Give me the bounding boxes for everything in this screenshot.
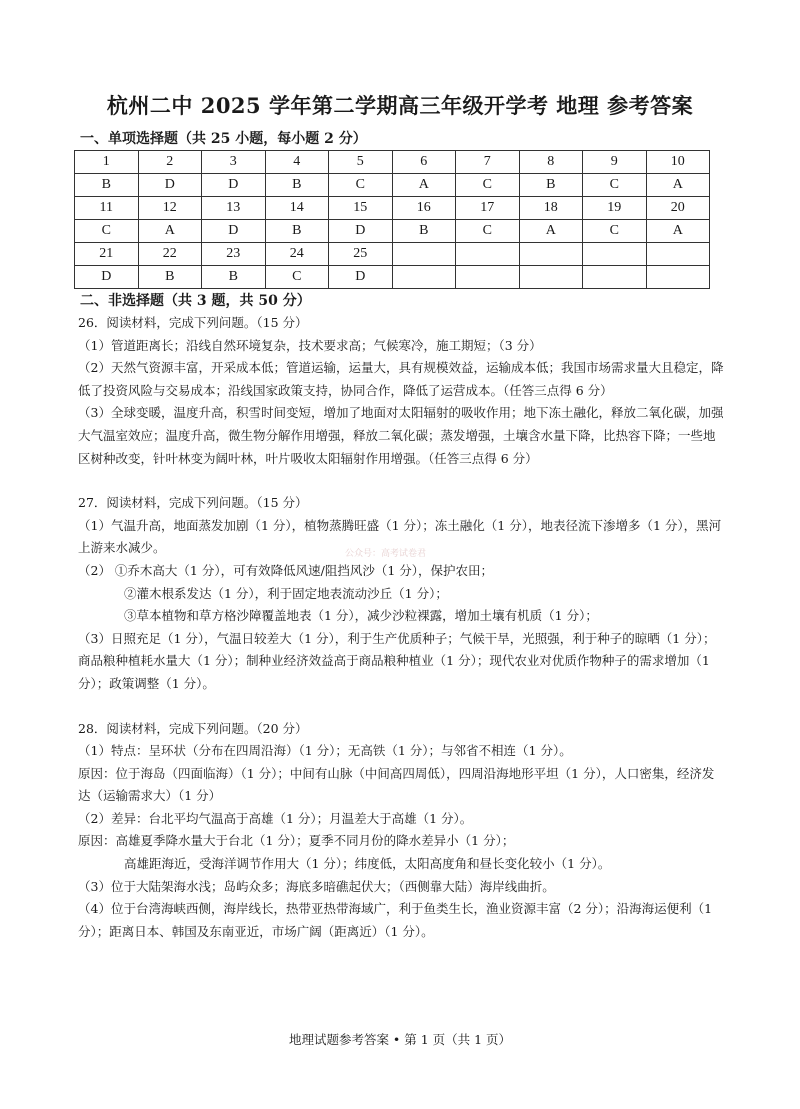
q28-answer-2: （2）差异：台北平均气温高于高雄（1 分）；月温差大于高雄（1 分）。 — [78, 810, 473, 826]
question-number-cell: 11 — [75, 197, 139, 220]
question-number-cell: 10 — [646, 151, 710, 174]
answer-cell — [456, 266, 520, 289]
answer-table — [74, 150, 710, 289]
page-title: 杭州二中 2025 学年第二学期高三年级开学考 地理 参考答案 — [106, 93, 694, 118]
q27-answer-2-1: （2） ①乔木高大（1 分），可有效降低风速/阻挡风沙（1 分），保护农田； — [78, 562, 493, 578]
q28-answer-4: （4）位于台湾海峡西侧，海岸线长，热带亚热带海域广，利于鱼类生长，渔业资源丰富（2 分）；沿海海运便利（1 分）；距离日本、韩国及东南亚近，市场广阔（距离近）（1 分）。 — [78, 901, 713, 939]
answer-table-row — [75, 174, 710, 197]
answer-cell: B — [75, 174, 139, 197]
answer-cell — [519, 266, 583, 289]
q26-answer-3: （3）全球变暖，温度升高，积雪时间变短，增加了地面对太阳辐射的吸收作用；地下冻土融化，释放二氧化碳，加强大气温室效应；温度升高，微生物分解作用增强，释放二氧化碳；蒸发增强，土壤含水量下降，比热容下降；一些地区树种改变，针叶林变为阔叶林，叶片吸收太阳辐射作用增强。（任答三点得 6 分） — [78, 405, 724, 466]
answer-cell: B — [138, 266, 202, 289]
question-number-cell: 24 — [265, 243, 329, 266]
q28-answer-1: （1）特点：呈环状（分布在四周沿海）（1 分）；无高铁（1 分）；与邻省不相连（1 分）。 — [78, 743, 572, 759]
question-number-cell: 21 — [75, 243, 139, 266]
answer-cell: D — [329, 266, 393, 289]
question-number-cell — [392, 243, 456, 266]
answer-cell: C — [456, 174, 520, 197]
answer-cell: B — [202, 266, 266, 289]
answers-content — [78, 312, 726, 943]
question-number-cell — [519, 243, 583, 266]
q28-answer-1-reason: 原因：位于海岛（四面临海）（1 分）；中间有山脉（中间高四周低），四周沿海地形平坦（1 分），人口密集，经济发达（运输需求大）（1 分） — [78, 765, 715, 804]
answer-table-row — [75, 220, 710, 243]
answer-cell: C — [75, 220, 139, 243]
q26-answer-2: （2）天然气资源丰富，开采成本低；管道运输，运量大，具有规模效益，运输成本低；我国市场需求量大且稳定，降低了投资风险与交易成本；沿线国家政策支持，协同合作，降低了运营成本。（任答三点得 6 分） — [78, 360, 724, 398]
section2-heading: 二、非选择题（共 3 题，共 50 分） — [80, 293, 311, 309]
question-number-cell: 13 — [202, 197, 266, 220]
question-number-cell: 3 — [202, 151, 266, 174]
answer-cell: B — [392, 220, 456, 243]
watermark: 公众号：高考试卷君 — [345, 549, 427, 559]
question-number-cell: 6 — [392, 151, 456, 174]
answer-cell: C — [583, 174, 647, 197]
answer-table-row — [75, 266, 710, 289]
answer-cell: B — [519, 174, 583, 197]
answer-cell: D — [202, 174, 266, 197]
answer-cell — [646, 266, 710, 289]
q28-answer-3: （3）位于大陆架海水浅；岛屿众多；海底多暗礁起伏大；（西侧靠大陆）海岸线曲折。 — [78, 878, 555, 894]
question-number-cell: 9 — [583, 151, 647, 174]
q28-title: 28．阅读材料，完成下列问题。（20 分） — [78, 720, 308, 736]
question-number-cell: 12 — [138, 197, 202, 220]
question-number-cell: 17 — [456, 197, 520, 220]
answer-cell: A — [392, 174, 456, 197]
question-number-cell: 15 — [329, 197, 393, 220]
answer-cell: B — [265, 220, 329, 243]
page-footer: 地理试题参考答案 • 第 1 页（共 1 页） — [288, 1032, 512, 1047]
answer-cell: D — [329, 220, 393, 243]
answer-cell: A — [519, 220, 583, 243]
question-number-cell: 16 — [392, 197, 456, 220]
answer-cell: A — [646, 174, 710, 197]
answer-cell: C — [456, 220, 520, 243]
answer-table-row — [75, 243, 710, 266]
question-number-cell: 25 — [329, 243, 393, 266]
answer-cell: C — [583, 220, 647, 243]
question-number-cell: 4 — [265, 151, 329, 174]
answer-cell — [392, 266, 456, 289]
answer-cell: B — [265, 174, 329, 197]
answer-cell: D — [75, 266, 139, 289]
answer-table-row — [75, 151, 710, 174]
question-number-cell: 1 — [75, 151, 139, 174]
question-number-cell — [646, 243, 710, 266]
question-number-cell: 14 — [265, 197, 329, 220]
answer-cell — [583, 266, 647, 289]
answer-cell: C — [265, 266, 329, 289]
q27-answer-3: （3）日照充足（1 分），气温日较差大（1 分），利于生产优质种子；气候干旱，光照强，利于种子的晾晒（1 分）；商品粮种植耗水量大（1 分）；制种业经济效益高于商品粮种植业（1 分）；现代农业对优质作物种子的需求增加（1 分）；政策调整（1 分）。 — [78, 630, 716, 691]
q27-answer-2-3: ③草本植物和草方格沙障覆盖地表（1 分），减少沙粒裸露，增加土壤有机质（1 分）； — [124, 608, 598, 624]
question-number-cell — [456, 243, 520, 266]
answer-cell: C — [329, 174, 393, 197]
q27-title: 27．阅读材料，完成下列问题。（15 分） — [78, 495, 308, 511]
question-number-cell: 8 — [519, 151, 583, 174]
question-number-cell — [583, 243, 647, 266]
question-number-cell: 19 — [583, 197, 647, 220]
q28-answer-2-reason-1: 原因：高雄夏季降水量大于台北（1 分）；夏季不同月份的降水差异小（1 分）； — [78, 833, 515, 849]
answer-cell: D — [202, 220, 266, 243]
answer-cell: A — [646, 220, 710, 243]
question-number-cell: 5 — [329, 151, 393, 174]
q26-title: 26．阅读材料，完成下列问题。（15 分） — [78, 315, 308, 330]
question-number-cell: 18 — [519, 197, 583, 220]
answer-table-row — [75, 197, 710, 220]
question-number-cell: 7 — [456, 151, 520, 174]
q26-answer-1: （1）管道距离长；沿线自然环境复杂，技术要求高；气候寒冷，施工期短；（3 分） — [78, 337, 542, 353]
question-number-cell: 22 — [138, 243, 202, 266]
q28-answer-2-reason-2: 高雄距海近，受海洋调节作用大（1 分）；纬度低，太阳高度角和昼长变化较小（1 分）。 — [124, 856, 611, 872]
question-number-cell: 2 — [138, 151, 202, 174]
q27-answer-2-2: ②灌木根系发达（1 分），利于固定地表流动沙丘（1 分）； — [124, 585, 448, 601]
answer-cell: D — [138, 174, 202, 197]
question-number-cell: 20 — [646, 197, 710, 220]
question-number-cell: 23 — [202, 243, 266, 266]
q27-answer-1: （1）气温升高，地面蒸发加剧（1 分），植物蒸腾旺盛（1 分）；冻土融化（1 分），地表径流下渗增多（1 分），黑河上游来水减少。 — [78, 517, 722, 556]
section1-heading: 一、单项选择题（共 25 小题，每小题 2 分） — [80, 131, 367, 147]
answer-cell: A — [138, 220, 202, 243]
